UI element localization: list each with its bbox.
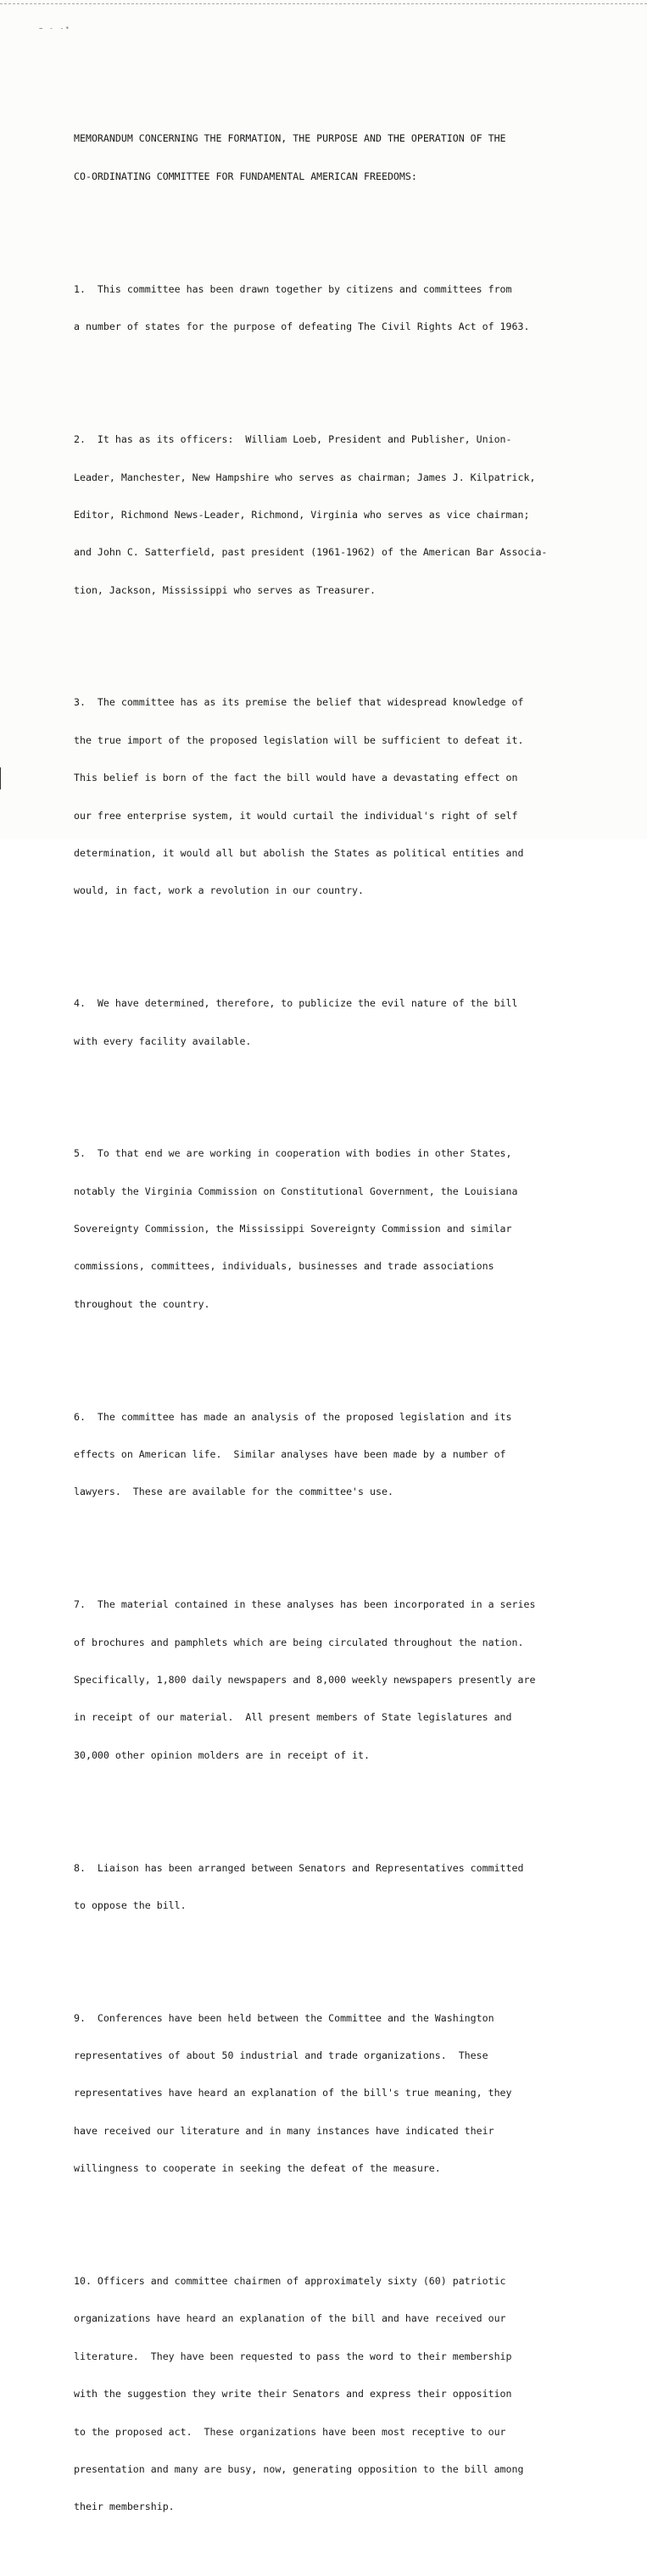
- paragraph-3: [74, 672, 583, 923]
- text-line: Editor, Richmond News-Leader, Richmond, Virginia who serves as vice chairman;: [74, 508, 530, 521]
- text-line: 5. To that end we are working in cooperation with bodies in other States,: [74, 1147, 512, 1160]
- text-line: commissions, committees, individuals, businesses and trade associations: [74, 1260, 494, 1273]
- page-top-edge: [0, 3, 647, 4]
- text-line: tion, Jackson, Mississippi who serves as Treasurer.: [74, 583, 376, 596]
- text-line: 30,000 other opinion molders are in receipt of it.: [74, 1748, 371, 1761]
- text-line: 9. Conferences have been held between the Committee and the Washington: [74, 2011, 494, 2024]
- text-line: of brochures and pamphlets which are being circulated throughout the nation.: [74, 1636, 524, 1648]
- text-line: with every facility available.: [74, 1034, 252, 1047]
- heading-line: CO-ORDINATING COMMITTEE FOR FUNDAMENTAL AMERICAN FREEDOMS:: [74, 170, 417, 182]
- text-line: their membership.: [74, 2501, 175, 2513]
- text-line: notably the Virginia Commission on Constitutional Government, the Louisiana: [74, 1185, 518, 1197]
- text-line: representatives of about 50 industrial and trade organizations. These: [74, 2049, 488, 2062]
- paragraph-8: [74, 1837, 583, 1937]
- paragraph-6: [74, 1386, 583, 1524]
- text-line: to oppose the bill.: [74, 1899, 187, 1911]
- text-line: 4. We have determined, therefore, to publicize the evil nature of the bill: [74, 997, 518, 1010]
- text-line: literature. They have been requested to pass the word to their membership: [74, 2350, 512, 2362]
- paragraph-1: [74, 258, 583, 358]
- text-line: throughout the country.: [74, 1297, 210, 1310]
- paragraph-5: [74, 1123, 583, 1336]
- paragraph-9: [74, 1987, 583, 2200]
- text-line: This belief is born of the fact the bill would have a devastating effect on: [74, 772, 518, 784]
- text-line: 6. The committee has made an analysis of the proposed legislation and its: [74, 1410, 512, 1423]
- text-line: determination, it would all but abolish the States as political entities and: [74, 847, 524, 859]
- text-line: 10. Officers and committee chairmen of approximately sixty (60) patriotic: [74, 2275, 506, 2287]
- text-line: 1. This committee has been drawn together by citizens and committees from: [74, 282, 512, 295]
- text-line: Specifically, 1,800 daily newspapers and 8,000 weekly newspapers presently are: [74, 1673, 536, 1686]
- header-marks: ~ - -*: [39, 25, 71, 32]
- text-line: effects on American life. Similar analyses have been made by a number of: [74, 1448, 506, 1461]
- text-line: organizations have heard an explanation of the bill and have received our: [74, 2312, 506, 2325]
- text-line: and John C. Satterfield, past president (1961-1962) of the American Bar Associa-: [74, 546, 548, 559]
- heading-line: MEMORANDUM CONCERNING THE FORMATION, THE PURPOSE AND THE OPERATION OF THE: [74, 132, 506, 145]
- margin-mark: [0, 767, 1, 789]
- text-line: presentation and many are busy, now, generating opposition to the bill among: [74, 2462, 524, 2475]
- memo-heading: [74, 108, 583, 208]
- text-line: 7. The material contained in these analyses has been incorporated in a series: [74, 1598, 536, 1611]
- text-line: 8. Liaison has been arranged between Senators and Representatives committed: [74, 1861, 524, 1874]
- text-line: lawyers. These are available for the committee's use.: [74, 1486, 393, 1498]
- text-line: to the proposed act. These organizations have been most receptive to our: [74, 2425, 506, 2438]
- text-line: in receipt of our material. All present members of State legislatures and: [74, 1711, 512, 1724]
- text-line: our free enterprise system, it would curtail the individual's right of self: [74, 809, 518, 822]
- text-line: have received our literature and in many instances have indicated their: [74, 2124, 494, 2137]
- paragraph-10: [74, 2250, 583, 2538]
- text-line: with the suggestion they write their Senators and express their opposition: [74, 2388, 512, 2400]
- text-line: would, in fact, work a revolution in our country.: [74, 884, 365, 897]
- text-line: 3. The committee has as its premise the belief that widespread knowledge of: [74, 696, 524, 709]
- text-line: a number of states for the purpose of defeating The Civil Rights Act of 1963.: [74, 321, 530, 333]
- text-line: the true import of the proposed legislation will be sufficient to defeat it.: [74, 733, 524, 746]
- paragraph-7: [74, 1574, 583, 1787]
- text-line: Leader, Manchester, New Hampshire who serves as chairman; James J. Kilpatrick,: [74, 471, 536, 483]
- text-line: willingness to cooperate in seeking the defeat of the measure.: [74, 2162, 441, 2175]
- paragraph-4: [74, 973, 583, 1073]
- paragraph-2: [74, 409, 583, 622]
- text-line: representatives have heard an explanation of the bill's true meaning, they: [74, 2087, 512, 2099]
- text-line: Sovereignty Commission, the Mississippi Sovereignty Commission and similar: [74, 1223, 512, 1235]
- text-line: 2. It has as its officers: William Loeb, President and Publisher, Union-: [74, 433, 512, 446]
- memorandum-body: [74, 82, 583, 2576]
